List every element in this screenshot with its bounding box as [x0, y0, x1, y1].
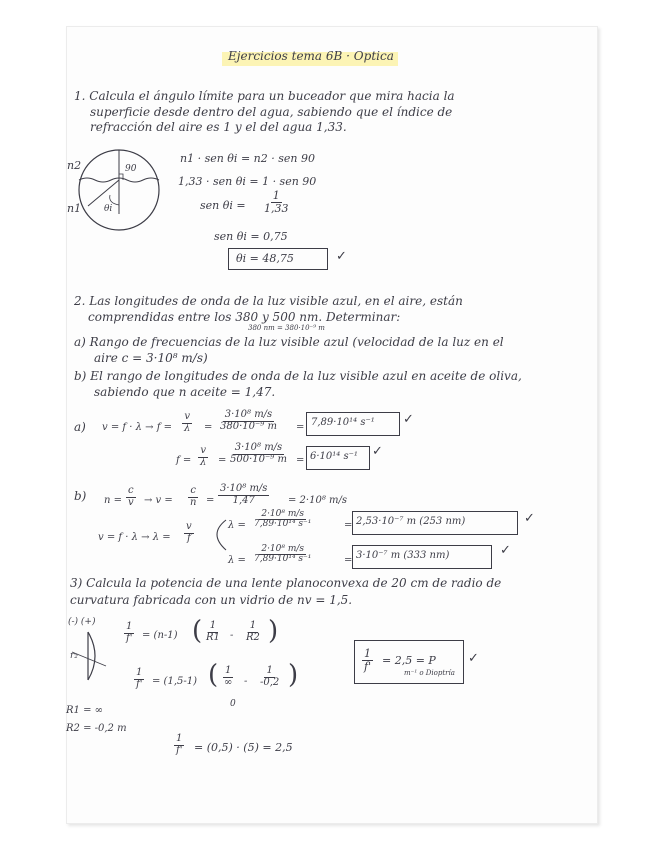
ex2-sa-eq-2: = — [296, 422, 305, 433]
ex2-sa-den-2: 500·10⁻⁹ m — [230, 453, 287, 465]
ex1-eq-2: 1,33 · sen θi = 1 · sen 90 — [178, 175, 317, 188]
ex3-eq2-lhs-den: f' — [136, 678, 143, 690]
ex3-eq2-lhs-fraction — [134, 668, 144, 690]
ex2-sb-v-fraction — [218, 484, 269, 506]
ex2-sb-lambda-b: λ = — [228, 555, 246, 566]
ex2-sa-fraction-2 — [228, 443, 289, 465]
ex2-sa-label: a) — [74, 420, 86, 434]
ex3-eq1-r1-den: R1 — [206, 631, 220, 643]
ex1-eq-3-num: 1 — [272, 189, 280, 202]
ex2-sb-v-num: 3·10⁸ m/s — [220, 483, 268, 494]
ex3-eq2-r2-den: -0,2 — [260, 676, 280, 688]
ex2-sa-result-2: 6·10¹⁴ s⁻¹ — [310, 451, 358, 462]
ex2-sb-check-2-icon: ✓ — [500, 543, 511, 558]
ex3-eq3: = (0,5) · (5) = 2,5 — [194, 741, 293, 754]
ex3-eq1-r1-fraction — [204, 621, 222, 643]
ex3-signs: (-) (+) — [68, 617, 96, 627]
ex1-line-2: superficie desde dentro del agua, sabiendo que el índice de — [90, 105, 453, 119]
ex1-check-icon: ✓ — [336, 249, 347, 264]
ex2-sb-l2-fraction — [184, 522, 194, 544]
ex3-eq2-factor: = (1,5-1) — [152, 676, 198, 687]
page-title: Ejercicios tema 6B · Optica — [228, 49, 394, 63]
ex3-eq2-inf-fraction — [222, 666, 234, 688]
ex3-r1-value: R1 = ∞ — [66, 705, 103, 716]
ex3-eq1-paren-close: ) — [268, 616, 279, 646]
ex2-sb-eq: = — [206, 495, 215, 506]
ex2-sb-l2-num: v — [186, 521, 192, 532]
diagram-n2-label: n2 — [67, 159, 82, 172]
diagram-n1-label: n1 — [67, 202, 82, 215]
ex2-sb-l2: v = f · λ → λ = — [98, 532, 171, 543]
ex2-b-line-2: sabiendo que n aceite = 1,47. — [94, 385, 276, 399]
ex1-eq-3-fraction — [262, 190, 291, 214]
ex3-eq2-paren-close: ) — [288, 660, 299, 690]
ex2-sa-result-1: 7,89·10¹⁴ s⁻¹ — [311, 417, 375, 428]
ex2-sb-eq-3: = — [344, 555, 353, 566]
ex2-sb-n-fraction — [188, 486, 198, 508]
ex3-result-fraction — [362, 648, 373, 672]
ex2-sa-f-den: λ — [184, 422, 191, 434]
ex2-line-1: 2. Las longitudes de onda de la luz visible azul, en el aire, están — [74, 294, 463, 308]
ex3-eq2-r2-fraction — [258, 666, 281, 688]
ex3-r-label: r₂ — [70, 651, 78, 661]
ex2-line-2: comprendidas entre los 380 y 500 nm. Determinar: — [88, 310, 401, 324]
ex2-sb-lb-den: 7,89·10¹⁴ s⁻¹ — [254, 554, 312, 565]
ex3-eq1-lhs-num: 1 — [126, 621, 133, 632]
ex3-eq1-lhs-fraction — [124, 622, 134, 644]
ex2-sb-c-fraction — [126, 486, 136, 508]
ex3-eq1-r1-num: 1 — [209, 620, 217, 631]
ex1-line-1: 1. Calcula el ángulo límite para un buceador que mira hacia la — [74, 89, 455, 103]
ex3-eq1-r2-den: R2 — [246, 631, 260, 643]
ex2-sb-n-num: c — [190, 485, 197, 496]
ex2-sb-la-den: 7,89·10¹⁴ s⁻¹ — [254, 519, 312, 530]
ex2-a-line-1: a) Rango de frecuencias de la luz visible azul (velocidad de la luz en el — [74, 335, 504, 349]
ex2-sb-label: b) — [74, 489, 87, 503]
ex2-sb-n-den: n — [190, 496, 197, 508]
ex3-eq2-inf-num: 1 — [224, 665, 232, 676]
ex2-sa-fraction-1 — [218, 410, 279, 432]
ex2-sb-lb-fraction — [252, 545, 313, 565]
ex2-a-line-2: aire c = 3·10⁸ m/s) — [94, 351, 208, 365]
ex2-sb-l1: n = — [104, 495, 122, 506]
ex1-result: θi = 48,75 — [236, 252, 294, 265]
ex3-result-unit: m⁻¹ o Dioptría — [404, 669, 455, 677]
ex2-sa-f2-lhs: f = — [176, 455, 192, 466]
ex3-zero: 0 — [230, 699, 236, 709]
ex3-result-den: f' — [364, 659, 372, 673]
ex1-eq-1: n1 · sen θi = n2 · sen 90 — [180, 152, 315, 165]
ex1-eq-4: sen θi = 0,75 — [214, 230, 288, 243]
ex2-sa-f2-fraction — [198, 446, 208, 468]
ex3-r2-value: R2 = -0,2 m — [66, 723, 127, 734]
ex2-sa-check-1-icon: ✓ — [403, 412, 414, 427]
ex2-sb-result-2: 3·10⁻⁷ m (333 nm) — [356, 550, 450, 561]
ex2-sa-den-1: 380·10⁻⁹ m — [220, 420, 277, 432]
ex2-sb-arrow: → v = — [144, 495, 173, 506]
ex3-line-1: 3) Calcula la potencia de una lente planoconvexa de 20 cm de radio de — [70, 576, 502, 590]
ex3-eq2-paren-open: ( — [208, 660, 219, 690]
ex2-sa-eq: = — [204, 422, 213, 433]
ex3-eq1-lhs-den: f' — [126, 632, 133, 644]
ex3-eq2-lhs-num: 1 — [136, 667, 143, 678]
ex2-note: 380 nm = 380·10⁻⁹ m — [248, 324, 325, 332]
ex3-eq1-r2-num: 1 — [249, 620, 257, 631]
ex2-sa-f2-num: v — [200, 445, 206, 456]
ex2-b-line-1: b) El rango de longitudes de onda de la luz visible azul en aceite de oliva, — [74, 369, 522, 383]
ex3-result-num: 1 — [364, 647, 372, 660]
ex2-sa-check-2-icon: ✓ — [372, 444, 383, 459]
ex1-line-3: refracción del aire es 1 y el del agua 1,33. — [90, 120, 347, 134]
ex2-sa-f-fraction — [182, 412, 192, 434]
diagram-theta-label: θi — [104, 204, 113, 214]
ex2-sa-f-num: v — [184, 411, 190, 422]
ex2-sb-v-result: = 2·10⁸ m/s — [288, 495, 347, 506]
ex3-eq3-lhs-num: 1 — [176, 733, 183, 744]
ex3-eq2-minus: - — [244, 676, 248, 687]
ex2-sb-la-num: 2·10⁸ m/s — [261, 509, 305, 519]
ex2-sb-c-den: v — [128, 496, 134, 508]
ex3-eq1-factor: = (n-1) — [142, 630, 178, 641]
ex2-sa-num-1: 3·10⁸ m/s — [224, 409, 273, 420]
ex3-line-2: curvatura fabricada con un vidrio de nv = 1,5. — [70, 593, 353, 607]
ex2-sb-c-num: c — [128, 485, 134, 496]
ex3-eq2-r2-num: 1 — [266, 665, 273, 676]
ex3-eq3-lhs-den: f' — [176, 744, 183, 756]
ex3-eq3-lhs-fraction — [174, 734, 184, 756]
ex2-sa-lhs: v = f · λ → f = — [102, 422, 172, 433]
ex2-sb-l2-den: f — [186, 532, 191, 544]
ex2-sb-lambda-a: λ = — [228, 520, 246, 531]
ex2-sb-result-1: 2,53·10⁻⁷ m (253 nm) — [356, 516, 466, 527]
ex2-sb-eq-2: = — [344, 520, 353, 531]
ex2-sa-num-2: 3·10⁸ m/s — [234, 442, 283, 453]
ex3-eq1-minus: - — [230, 630, 234, 641]
ex3-eq2-inf-den: ∞ — [224, 676, 233, 688]
ex3-check-icon: ✓ — [468, 651, 479, 666]
ex3-eq1-r2-fraction — [244, 621, 262, 643]
ex2-sb-lb-num: 2·10⁸ m/s — [261, 544, 305, 554]
ex2-sb-check-1-icon: ✓ — [524, 511, 535, 526]
ex2-sa-f2-den: λ — [200, 456, 207, 468]
ex1-eq-3-den: 1,33 — [264, 201, 289, 215]
ex3-eq1-paren-open: ( — [192, 616, 203, 646]
ex2-sa-eq-4: = — [296, 455, 305, 466]
diagram-angle-90: 90 — [125, 164, 137, 174]
ex1-eq-3-lhs: sen θi = — [200, 199, 246, 212]
ex2-sa-eq-3: = — [218, 455, 227, 466]
ex2-sb-v-den: 1,47 — [232, 494, 255, 506]
ex3-result-value: = 2,5 = P — [382, 654, 436, 667]
ex2-sb-la-fraction — [252, 510, 313, 530]
